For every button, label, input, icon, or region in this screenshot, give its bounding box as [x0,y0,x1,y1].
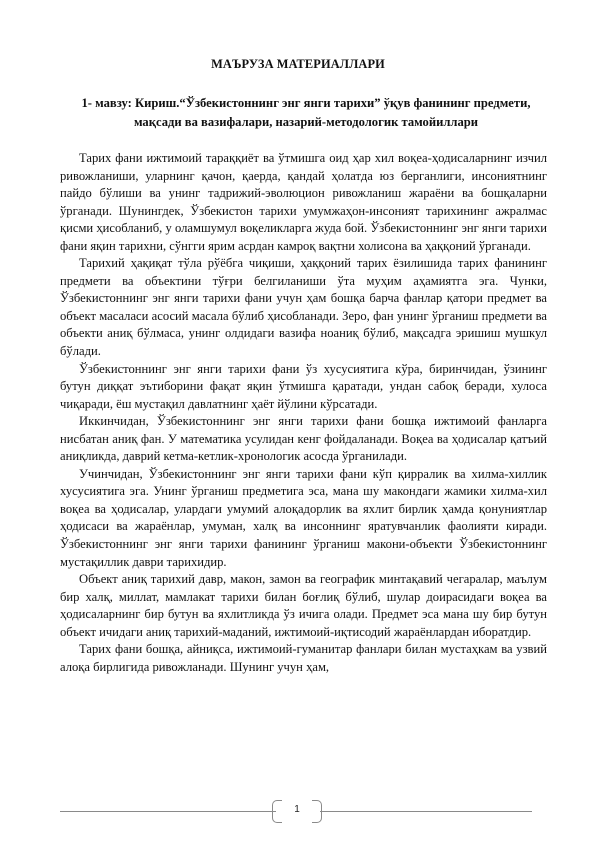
page-number-bracket-left [272,800,282,823]
paragraph: Учинчидан, Ўзбекистоннинг энг янги тарихи фани кўп қирралик ва хилма-хиллик хусусиятига эга. Унинг ўрганиш предметига эса, мана шу макондаги жамики хилма-хил воқеа ва ҳодисалар, улардаги умумий алоқадорлик ва яхлит бирлик ҳамда қонуниятлар ҳодисаси ва жараёнлар, умуман, халқ ва инсоннинг яратувчанлик фаолияти киради. Ўзбекистоннинг энг янги тарихи фанининг ўрганиш макони-объекти Ўзбекистоннинг мустақиллик даври тарихидир. [60,466,547,569]
paragraph: Тарихий ҳақиқат тўла рўёбга чиқиши, ҳаққоний тарих ёзилишида тарих фанининг предмети ва объектини тўғри белгиланиши ўта муҳим аҳамиятга эга. Чунки, Ўзбекистоннинг энг янги тарихи фани учун ҳам бошқа барча фанлар қатори предмет ва объект масаласи асосий масала бўлиб ҳисобланади. Зеро, фан унинг ўрганиш предмети ва объекти аниқ бўлмаса, унинг олдидаги вазифа ноаниқ бўлиб, мақсадга эришиш мушкул бўлади. [60,256,547,359]
paragraph: Тарих фани ижтимоий тараққиёт ва ўтмишга оид ҳар хил воқеа-ҳодисаларнинг изчил ривожланиши, уларнинг қачон, қаерда, қандай ҳолатда юз берганлиги, инсониятнинг пайдо бўлиши ва унинг тадрижий-эволюцион ривожланиш жараёни ва бошқаларни ўрганади. Шунингдек, Ўзбекистон тарихи умумжаҳон-инсоният тарихининг ажралмас қисми ҳисобланиб, у оламшумул воқеликларга жуда бой. Ўзбекистоннинг энг янги тарихи фани яқин тарихни, сўнгги ярим асрдан камроқ вақтни холисона ва ҳаққоний ўрганади. [60,151,547,253]
footer-rule-left [60,811,276,812]
page-number: 1 [294,804,300,815]
document-body [60,150,547,676]
paragraph: Объект аниқ тарихий давр, макон, замон ва географик минтақавий чегаралар, маълум бир халқ, миллат, мамлакат тарихи билан боғлиқ бўлиб, шулар доирасидаги воқеа ва ҳодисаларнинг бир бутун ва яхлитликда ўз ичига олади. Предмет эса мана шу бир бутун объект ичидаги аниқ тарихий-маданий, ижтимоий-иқтисодий жараёнлардан иборатдир. [60,572,547,639]
lecture-heading: 1- мавзу: Кириш.“Ўзбекистоннинг энг янги тарихи” ўқув фанининг предмети, мақсади ва вазифалари, назарий-методологик тамойиллари [81,96,531,129]
footer-rule-right [320,811,532,812]
paragraph: Ўзбекистоннинг энг янги тарихи фани ўз хусусиятига кўра, биринчидан, ўзининг бутун диққат эътиборини фақат яқин ўтмишга қаратади, ундан сабоқ беради, хулоса чиқаради, ёш мустақил давлатнинг ҳаёт йўлини кўрсатади. [60,361,547,411]
paragraph: Тарих фани бошқа, айниқса, ижтимоий-гуманитар фанлари билан мустаҳкам ва узвий алоқа бирлигида ривожланади. Шунинг учун ҳам, [60,642,547,674]
document-title: МАЪРУЗА МАТЕРИАЛЛАРИ [211,57,385,71]
paragraph: Иккинчидан, Ўзбекистоннинг энг янги тарихи фани бошқа ижтимоий фанларга нисбатан аниқ фан. У математика усулидан кенг фойдаланади. Воқеа ва ҳодисалар қатъий аниқликда, даврий кетма-кетлик-хронологик асосда ўрганилади. [60,414,547,464]
page-footer [60,798,532,824]
